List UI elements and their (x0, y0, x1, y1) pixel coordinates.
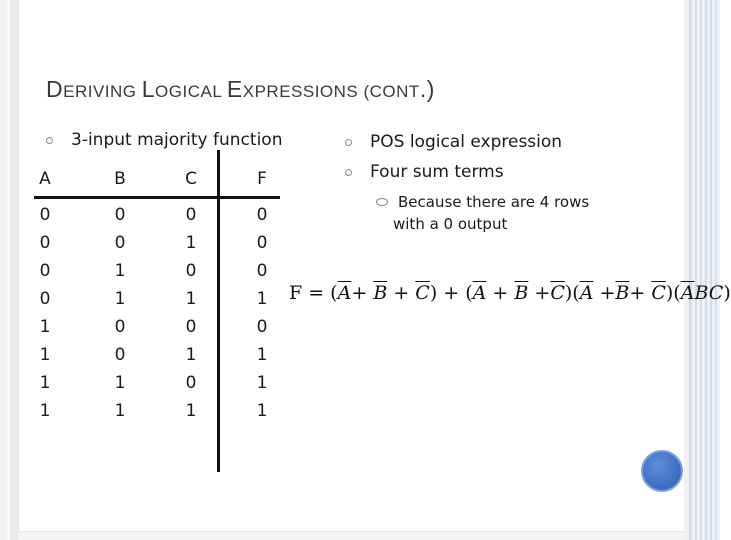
table-cell: 1 (39, 401, 51, 421)
table-cell: 0 (39, 233, 51, 253)
title-part: .) (419, 76, 435, 102)
left-bullet-text: 3-input majority function (71, 130, 283, 150)
table-cell: 1 (256, 373, 268, 393)
table-cell: 0 (39, 205, 51, 225)
table-cell: 0 (39, 261, 51, 281)
table-cell: 1 (256, 289, 268, 309)
right-bullet-1 (345, 132, 562, 152)
title-part: L (141, 76, 156, 102)
table-cell: 1 (256, 401, 268, 421)
expression-segment: )( (665, 282, 681, 304)
table-cell: 1 (256, 345, 268, 365)
expression-segment: + (486, 282, 515, 304)
expression-segment: ) + ( (429, 282, 473, 304)
table-cell: 1 (39, 317, 51, 337)
expression-segment: $\overline{A}$ (472, 282, 487, 304)
expression-segment: $\overline{B}$ (373, 282, 388, 304)
table-cell: 1 (39, 345, 51, 365)
slide-frame-right (689, 0, 720, 540)
table-header-c: C (185, 169, 197, 189)
table-cell: 1 (39, 373, 51, 393)
expression-segment: $\overline{B}$ (615, 282, 630, 304)
title-part: OGICAL (155, 82, 227, 101)
slide-frame-left (0, 0, 19, 540)
right-bullet-2 (345, 162, 504, 182)
bullet-circle-icon (46, 137, 53, 144)
expression-segment: + (593, 282, 616, 304)
title-part: CONT (369, 82, 420, 101)
pos-expression (289, 282, 731, 304)
table-cell: 0 (185, 317, 197, 337)
table-cell: 0 (256, 317, 268, 337)
bullet-circle-icon (345, 169, 352, 176)
table-cell: 0 (256, 233, 268, 253)
expression-segment: + (629, 282, 652, 304)
left-bullet (46, 130, 282, 150)
right-bullet-text: POS logical expression (370, 132, 563, 152)
slide-title (46, 76, 435, 103)
table-cell: 1 (185, 401, 197, 421)
table-cell: 0 (114, 317, 126, 337)
title-part: ERIVING (63, 82, 142, 101)
expression-segment: $\overline{C}$ (550, 282, 565, 304)
expression-segment: F = ( (289, 282, 338, 304)
expression-segment: $\overline{C}$ (651, 282, 666, 304)
table-cell: 0 (114, 345, 126, 365)
table-cell: 1 (185, 289, 197, 309)
sub-bullet-line2: with a 0 output (393, 215, 508, 233)
expression-segment: ) (723, 282, 731, 304)
table-cell: 0 (256, 205, 268, 225)
table-cell: 0 (39, 289, 51, 309)
sub-bullet (376, 191, 589, 235)
table-header-b: B (114, 169, 126, 189)
bullet-circle-icon (345, 139, 352, 146)
slide-frame-bottom (18, 531, 684, 540)
expression-segment: $\overline{A}$ (337, 282, 352, 304)
expression-segment: $\overline{B}$ (514, 282, 529, 304)
expression-segment: + (528, 282, 551, 304)
table-cell: 0 (185, 373, 197, 393)
table-cell: 1 (185, 233, 197, 253)
table-horizontal-divider (34, 196, 280, 199)
expression-segment: )( (564, 282, 580, 304)
table-cell: 1 (185, 345, 197, 365)
table-cell: 0 (114, 233, 126, 253)
expression-segment: + (387, 282, 416, 304)
expression-segment: BC (694, 282, 724, 304)
table-cell: 1 (114, 289, 126, 309)
right-bullet-text: Four sum terms (370, 162, 504, 182)
expression-segment: $\overline{A}$ (680, 282, 695, 304)
title-part: D (46, 76, 64, 102)
expression-segment: + (351, 282, 374, 304)
table-header-f: F (257, 169, 267, 189)
table-cell: 0 (114, 205, 126, 225)
table-header-a: A (39, 169, 51, 189)
sub-bullet-icon (376, 198, 390, 206)
decorative-circle (641, 450, 683, 492)
table-cell: 0 (185, 261, 197, 281)
table-cell: 0 (256, 261, 268, 281)
title-part: XPRESSIONS ( (242, 82, 370, 101)
expression-segment: $\overline{C}$ (415, 282, 430, 304)
table-cell: 1 (114, 373, 126, 393)
expression-segment: $\overline{A}$ (579, 282, 594, 304)
sub-bullet-line1: Because there are 4 rows (398, 193, 590, 211)
table-cell: 0 (185, 205, 197, 225)
table-cell: 1 (114, 261, 126, 281)
table-cell: 1 (114, 401, 126, 421)
title-part: E (226, 76, 243, 102)
